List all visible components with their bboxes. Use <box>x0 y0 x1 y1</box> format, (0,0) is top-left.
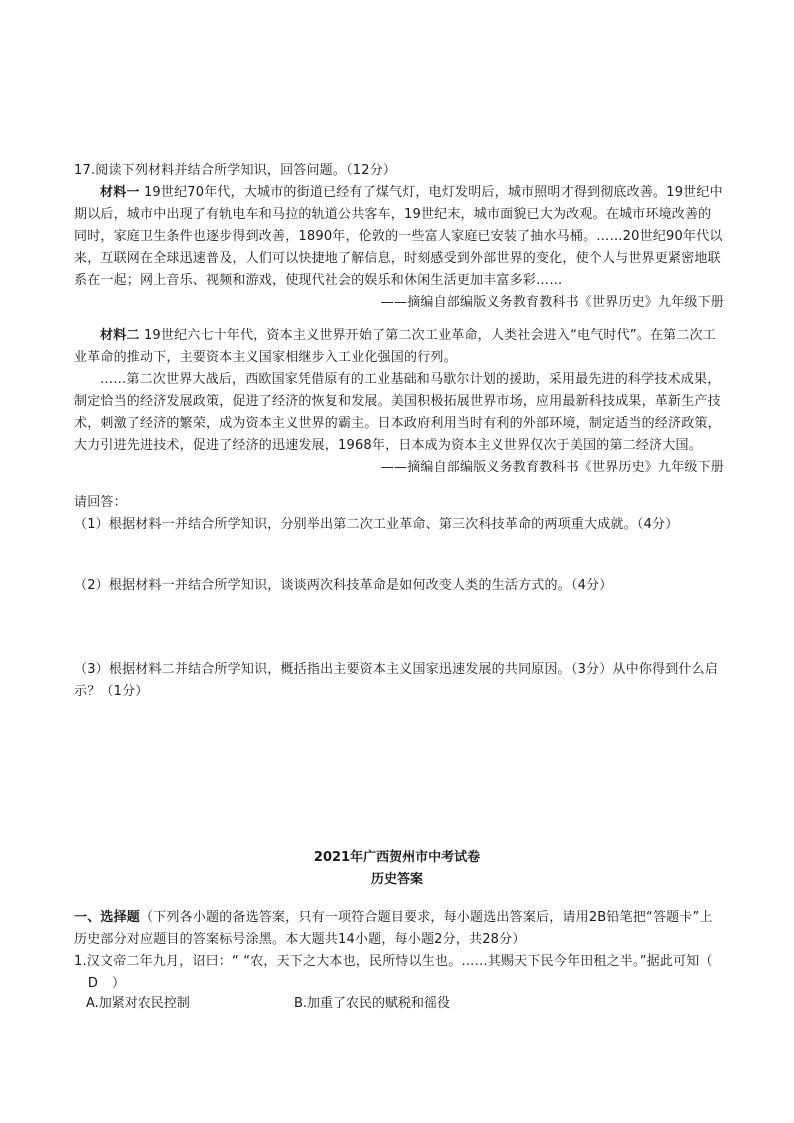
material-1-label: 材料一 <box>100 185 140 200</box>
question-1-answer: D <box>87 976 99 991</box>
sub-question-2: （2）根据材料一并结合所学知识，谈谈两次科技革命是如何改变人类的生活方式的。（4分） <box>74 578 613 593</box>
section-one-text: （下列各小题的备选答案，只有一项符合题目要求，每小题选出答案后，请用2B铅笔把“答题卡”上历史部分对应题目的答案标号涂黑。本大题共14小题，每小题2分，共28分） <box>74 910 713 947</box>
material-2-label: 材料二 <box>100 328 140 343</box>
material-2 <box>74 325 724 479</box>
question-17-title: 17.阅读下列材料并结合所学知识，回答问题。（12分） <box>74 163 397 178</box>
material-1-text: 19世纪70年代，大城市的街道已经有了煤气灯，电灯发明后，城市照明才得到彻底改善。19世纪中期以后，城市中出现了有轨电车和马拉的轨道公共客车，19世纪末，城市面貌已大为改观。在城市环境改善的同时，家庭卫生条件也逐步得到改善，1890年，伦敦的一些富人家庭已安装了抽水马桶。……20世纪90年代以来，互联网在全球迅速普及，人们可以快捷地了解信息，时刻感受到外部世界的变化，使个人与世界更紧密地联系在一起；网上音乐、视频和游戏，使现代社会的娱乐和休闲生活更加丰富多彩…… <box>74 185 723 288</box>
material-1-source: ——摘编自部编版义务教育教科书《世界历史》九年级下册 <box>380 295 724 310</box>
answer-title: 2021年广西贺州市中考试卷 <box>313 850 481 865</box>
section-one <box>74 907 724 951</box>
material-2-source: ——摘编自部编版义务教育教科书《世界历史》九年级下册 <box>380 460 724 475</box>
ask-label: 请回答： <box>74 495 127 510</box>
question-1-close: ） <box>112 976 126 991</box>
material-2-paragraph-2: ……第二次世界大战后，西欧国家凭借原有的工业基础和马歇尔计划的援助，采用最先进的科学技术成果，制定恰当的经济发展政策，促进了经济的恢复和发展。美国积极拓展世界市场，应用最新科技成果，革新生产技术，刺激了经济的繁荣，成为资本主义世界的霸主。日本政府利用当时有利的外部环境，制定适当的经济政策，大力引进先进技术，促进了经济的迅速发展，1968年，日本成为资本主义世界仅次于美国的第二经济大国。 <box>74 372 721 453</box>
material-2-paragraph-1 <box>74 325 724 369</box>
sub-question-3: （3）根据材料二并结合所学知识，概括指出主要资本主义国家迅速发展的共同原因。（3分）从中你得到什么启示？（1分） <box>74 662 719 699</box>
question-1 <box>74 951 724 995</box>
question-1-text: 1.汉文帝二年九月，诏曰：“ “农，天下之大本也，民所恃以生也。……其赐天下民今年田租之半。”据此可知（ <box>74 954 713 969</box>
sub-question-1: （1）根据材料一并结合所学知识，分别举出第二次工业革命、第三次科技革命的两项重大成就。（4分） <box>74 517 679 532</box>
option-a: A.加紧对农民控制 <box>86 996 190 1011</box>
material-1 <box>74 182 724 314</box>
question-17-intro <box>74 160 724 182</box>
answer-subtitle: 历史答案 <box>370 872 423 887</box>
section-one-label: 一、选择题 <box>74 910 141 925</box>
material-1-paragraph <box>74 182 724 292</box>
option-b: B.加重了农民的赋税和徭役 <box>294 996 451 1011</box>
material-2-text: 19世纪六七十年代，资本主义世界开始了第二次工业革命，人类社会进入“电气时代”。在第二次工业革命的推动下，主要资本主义国家相继步入工业化强国的行列。 <box>74 328 716 365</box>
